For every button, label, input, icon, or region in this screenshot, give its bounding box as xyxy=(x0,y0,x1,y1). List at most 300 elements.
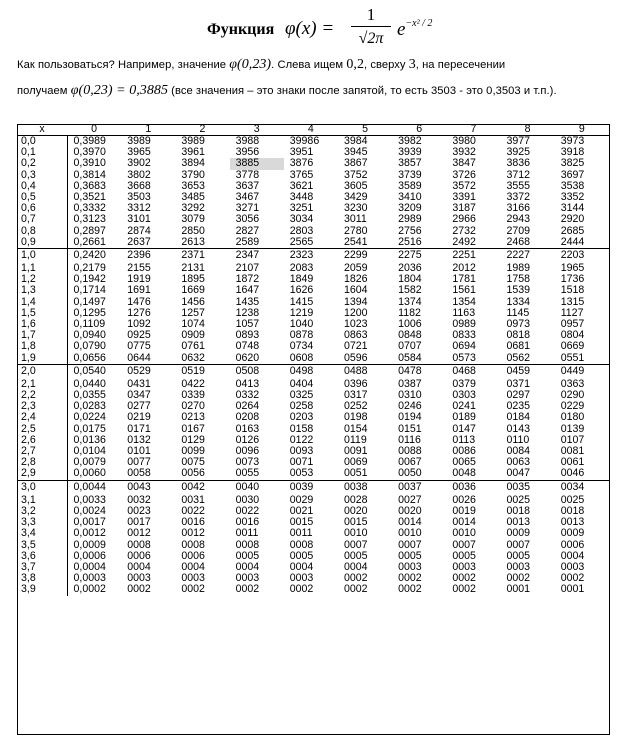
table-cell: 0006 xyxy=(127,549,151,562)
table-cell: 0707 xyxy=(398,340,422,353)
table-row xyxy=(17,364,609,379)
table-cell: 3925 xyxy=(506,146,531,159)
table-cell: 0015 xyxy=(289,516,314,529)
table-cell: 0022 xyxy=(181,504,205,517)
table-cell: 0046 xyxy=(560,467,585,480)
table-cell: 0016 xyxy=(235,516,260,529)
table-cell: 0038 xyxy=(338,480,392,495)
table-cell: 3572 xyxy=(452,179,476,192)
row-x-value: 2,2 xyxy=(17,390,67,401)
table-cell: 0,0060 xyxy=(73,467,106,480)
table-cell: 0,3814 xyxy=(73,168,106,181)
table-cell: 3876 xyxy=(289,157,314,170)
table-cell: 0028 xyxy=(343,493,368,506)
table-cell: 0,0790 xyxy=(73,340,106,353)
table-cell: 0014 xyxy=(398,516,422,529)
table-cell: 0010 xyxy=(398,527,422,540)
table-cell: 0005 xyxy=(235,549,260,562)
table-cell: 0297 xyxy=(506,389,531,402)
table-cell: 3802 xyxy=(127,168,151,181)
table-cell: 0025 xyxy=(560,493,585,506)
table-cell: 3857 xyxy=(398,157,422,170)
table-cell: 0277 xyxy=(127,400,151,413)
table-cell: 1647 xyxy=(235,284,260,297)
table-cell: 0180 xyxy=(560,411,585,424)
table-cell: 0158 xyxy=(289,422,314,435)
table-cell: 0332 xyxy=(235,389,260,402)
table-cell: 1219 xyxy=(289,306,314,319)
table-cell: 0026 xyxy=(452,493,476,506)
table-cell: 1781 xyxy=(452,273,476,286)
table-cell: 0449 xyxy=(555,364,609,379)
table-cell: 2036 xyxy=(398,262,422,275)
table-cell: 1849 xyxy=(289,273,314,286)
table-cell: 0002 xyxy=(506,572,531,585)
table-cell: 0,0104 xyxy=(73,445,106,458)
table-cell: 3989 xyxy=(181,135,205,147)
table-cell: 3982 xyxy=(398,135,422,147)
exp-base: e xyxy=(397,19,406,40)
table-cell: 1758 xyxy=(506,273,531,286)
table-cell: 0023 xyxy=(127,504,151,517)
table-cell: 0055 xyxy=(235,467,260,480)
row-x-value: 1,8 xyxy=(17,341,67,352)
table-cell: 0339 xyxy=(181,389,205,402)
table-cell: 0017 xyxy=(127,516,151,529)
table-cell: 3467 xyxy=(235,191,260,204)
table-cell: 3391 xyxy=(452,191,476,204)
table-cell: 1057 xyxy=(235,318,260,331)
row-x-value: 3,5 xyxy=(17,540,67,551)
table-cell: 2541 xyxy=(343,235,368,248)
table-cell: 3653 xyxy=(181,179,205,192)
table-cell: 0989 xyxy=(452,318,476,331)
table-cell: 3056 xyxy=(235,213,260,226)
table-cell: 3352 xyxy=(560,191,585,204)
table-cell: 0002 xyxy=(452,583,476,596)
table-cell: 0317 xyxy=(343,389,368,402)
table-cell: 0508 xyxy=(230,364,284,379)
table-cell: 0050 xyxy=(398,467,422,480)
row-x-value: 3,2 xyxy=(17,506,67,517)
table-cell: 1626 xyxy=(289,284,314,297)
table-cell: 0113 xyxy=(452,433,476,446)
table-cell: 0003 xyxy=(560,560,585,573)
table-cell: 0,0136 xyxy=(73,433,106,446)
table-cell: 0,2179 xyxy=(73,262,106,275)
row-x-value: 0,9 xyxy=(17,237,67,249)
row-x-value: 0,4 xyxy=(17,181,67,192)
table-cell: 1561 xyxy=(452,284,476,297)
table-cell: 0863 xyxy=(343,329,368,342)
table-cell: 1200 xyxy=(343,306,368,319)
table-cell: 0004 xyxy=(343,560,368,573)
table-row xyxy=(17,341,609,352)
table-cell: 3697 xyxy=(560,168,585,181)
table-cell: 0002 xyxy=(343,583,368,596)
table-cell: 0029 xyxy=(289,493,314,506)
row-x-value: 1,1 xyxy=(17,263,67,274)
table-cell: 0387 xyxy=(398,377,422,390)
table-cell: 0,1497 xyxy=(73,295,106,308)
table-cell: 2850 xyxy=(181,224,205,237)
table-cell: 0020 xyxy=(398,504,422,517)
table-cell: 2083 xyxy=(289,262,314,275)
table-cell: 0010 xyxy=(452,527,476,540)
usage-text: , на пересечении xyxy=(415,59,506,71)
table-cell: 0804 xyxy=(560,329,585,342)
table-cell: 0003 xyxy=(235,572,260,585)
table-cell: 3271 xyxy=(235,202,260,215)
table-cell: 0099 xyxy=(181,445,205,458)
table-cell: 2920 xyxy=(560,213,585,226)
table-cell: 2155 xyxy=(127,262,151,275)
table-cell: 0021 xyxy=(289,504,314,517)
table-cell: 0011 xyxy=(235,527,259,540)
table-cell: 0073 xyxy=(235,456,260,469)
table-cell: 3965 xyxy=(127,146,151,159)
row-x-value: 2,4 xyxy=(17,412,67,423)
table-cell: 0,1714 xyxy=(73,284,106,297)
table-cell: 0004 xyxy=(235,560,260,573)
table-cell: 3011 xyxy=(343,213,367,226)
table-cell: 0310 xyxy=(398,389,422,402)
table-cell: 2251 xyxy=(446,249,500,264)
table-cell: 0047 xyxy=(506,467,531,480)
table-cell: 0022 xyxy=(235,504,260,517)
table-cell: 0,2661 xyxy=(73,235,106,248)
usage-result: φ(0,23) = 0,3885 xyxy=(70,83,169,98)
formula-numerator: 1 xyxy=(366,5,376,24)
table-cell: 1518 xyxy=(560,284,585,297)
table-row xyxy=(17,528,609,539)
table-cell: 1145 xyxy=(506,306,530,319)
table-cell: 1456 xyxy=(181,295,205,308)
table-cell: 1238 xyxy=(235,306,260,319)
table-cell: 1092 xyxy=(127,318,151,331)
table-cell: 3555 xyxy=(506,179,531,192)
row-x-value: 1,0 xyxy=(17,249,67,264)
phi-values-table xyxy=(17,124,609,596)
table-cell: 2396 xyxy=(121,249,175,264)
row-x-value: 3,8 xyxy=(17,573,67,584)
table-cell: 0139 xyxy=(560,422,585,435)
table-cell: 0,0079 xyxy=(73,456,106,469)
table-cell: 1895 xyxy=(181,273,205,286)
usage-line-1 xyxy=(17,57,505,73)
table-cell: 0529 xyxy=(121,364,175,379)
table-cell: 0006 xyxy=(560,538,585,551)
table-cell: 1006 xyxy=(398,318,422,331)
table-cell: 0056 xyxy=(181,467,205,480)
table-cell: 0,0024 xyxy=(73,504,106,517)
table-cell: 2613 xyxy=(181,235,205,248)
table-cell: 0,3989 xyxy=(73,135,106,147)
table-cell: 0086 xyxy=(452,445,476,458)
row-x-value: 2,6 xyxy=(17,435,67,446)
table-cell: 0031 xyxy=(181,493,205,506)
table-cell: 3984 xyxy=(343,135,368,147)
table-cell: 1415 xyxy=(289,295,314,308)
table-cell: 0005 xyxy=(289,549,314,562)
table-cell: 3945 xyxy=(343,146,368,159)
table-row xyxy=(17,237,609,249)
table-row xyxy=(17,584,609,595)
table-cell: 0241 xyxy=(452,400,476,413)
table-cell: 0002 xyxy=(398,583,422,596)
table-cell: 2756 xyxy=(398,224,422,237)
table-row xyxy=(17,480,609,495)
table-cell: 0032 xyxy=(127,493,151,506)
table-cell: 0404 xyxy=(289,377,314,390)
table-cell: 3429 xyxy=(343,191,368,204)
table-cell: 3932 xyxy=(452,146,476,159)
row-x-value: 3,0 xyxy=(17,480,67,495)
table-cell: 2444 xyxy=(560,235,585,248)
row-x-value: 2,0 xyxy=(17,364,67,379)
table-cell: 0081 xyxy=(560,445,585,458)
table-cell: 1582 xyxy=(398,284,422,297)
table-cell: 0030 xyxy=(235,493,260,506)
table-cell: 0632 xyxy=(181,351,205,364)
table-cell: 0035 xyxy=(501,480,555,495)
row-x-value: 3,4 xyxy=(17,528,67,539)
table-cell: 3739 xyxy=(398,168,422,181)
table-cell: 0001 xyxy=(560,583,585,596)
table-row xyxy=(17,468,609,480)
table-cell: 0422 xyxy=(181,377,205,390)
table-cell: 0734 xyxy=(289,340,314,353)
table-cell: 0126 xyxy=(235,433,260,446)
table-cell: 0002 xyxy=(398,572,422,585)
column-header: 9 xyxy=(555,124,609,136)
table-cell: 0004 xyxy=(127,560,151,573)
table-cell: 3372 xyxy=(506,191,531,204)
table-cell: 0004 xyxy=(181,560,205,573)
table-cell: 0075 xyxy=(181,456,205,469)
table-cell: 0091 xyxy=(343,445,368,458)
table-cell: 1163 xyxy=(452,306,476,319)
table-cell: 0004 xyxy=(289,560,314,573)
row-x-value: 1,3 xyxy=(17,285,67,296)
table-cell: 3637 xyxy=(235,179,260,192)
table-cell: 3251 xyxy=(289,202,314,215)
row-x-value: 0,1 xyxy=(17,147,67,158)
table-row xyxy=(17,285,609,296)
table-cell: 3778 xyxy=(235,168,260,181)
table-cell: 0007 xyxy=(452,538,476,551)
table-cell: 3951 xyxy=(289,146,314,159)
table-cell: 2492 xyxy=(452,235,476,248)
table-cell: 3503 xyxy=(127,191,151,204)
table-cell: 3209 xyxy=(398,202,422,215)
table-cell: 0063 xyxy=(506,456,531,469)
table-cell: 0007 xyxy=(506,538,531,551)
table-cell: 0013 xyxy=(506,516,531,529)
row-x-value: 0,0 xyxy=(17,136,67,148)
table-cell: 1989 xyxy=(506,262,531,275)
row-x-value: 2,8 xyxy=(17,457,67,468)
table-cell: 1965 xyxy=(560,262,585,275)
table-cell: 0833 xyxy=(452,329,476,342)
table-cell: 0143 xyxy=(506,422,531,435)
table-cell: 2966 xyxy=(452,213,476,226)
column-header: 6 xyxy=(392,124,446,136)
row-x-value: 0,2 xyxy=(17,158,67,169)
table-cell: 0002 xyxy=(127,583,151,596)
table-cell: 0,3970 xyxy=(73,146,106,159)
usage-text: Как пользоваться? Например, значение xyxy=(17,59,230,71)
table-cell: 0018 xyxy=(506,504,531,517)
row-x-value: 3,6 xyxy=(17,551,67,562)
table-cell: 0775 xyxy=(127,340,151,353)
column-header: 2 xyxy=(175,124,229,136)
formula-fraction xyxy=(351,6,391,49)
table-cell: 0551 xyxy=(560,351,585,364)
table-cell: 0002 xyxy=(452,572,476,585)
table-cell: 0431 xyxy=(127,377,151,390)
table-cell: 1257 xyxy=(181,306,205,319)
table-cell: 0,2897 xyxy=(73,224,106,237)
table-cell: 0,0017 xyxy=(73,516,106,529)
table-cell: 3867 xyxy=(343,157,368,170)
table-cell: 0235 xyxy=(506,400,531,413)
table-cell: 1074 xyxy=(181,318,205,331)
table-cell: 3790 xyxy=(181,168,205,181)
table-cell: 0058 xyxy=(127,467,151,480)
table-cell: 0203 xyxy=(289,411,314,424)
table-cell: 1919 xyxy=(127,273,151,286)
row-x-value: 2,1 xyxy=(17,379,67,390)
table-cell: 3726 xyxy=(452,168,476,181)
table-cell: 0004 xyxy=(560,549,585,562)
table-cell: 0002 xyxy=(289,583,314,596)
table-cell: 0018 xyxy=(560,504,585,517)
table-cell: 1435 xyxy=(235,295,260,308)
table-cell: 0010 xyxy=(343,527,368,540)
row-x-value: 2,9 xyxy=(17,468,67,480)
table-cell: 0042 xyxy=(175,480,229,495)
table-cell: 0252 xyxy=(343,400,368,413)
column-header: 0 xyxy=(67,124,121,136)
table-cell: 1604 xyxy=(343,284,368,297)
table-cell: 2780 xyxy=(343,224,368,237)
table-cell: 0562 xyxy=(506,351,531,364)
table-cell: 0107 xyxy=(560,433,585,446)
column-header: 4 xyxy=(284,124,338,136)
table-cell: 2347 xyxy=(230,249,284,264)
table-cell: 2565 xyxy=(289,235,314,248)
table-cell: 0478 xyxy=(392,364,446,379)
row-x-value: 0,3 xyxy=(17,170,67,181)
table-cell: 0,0012 xyxy=(73,527,106,540)
table-cell: 0002 xyxy=(560,572,585,585)
row-x-value: 2,5 xyxy=(17,424,67,435)
table-cell: 3973 xyxy=(560,135,585,147)
table-cell: 0163 xyxy=(235,422,260,435)
table-cell: 1040 xyxy=(289,318,314,331)
row-x-value: 1,5 xyxy=(17,308,67,319)
table-cell: 0051 xyxy=(343,467,368,480)
column-header: 8 xyxy=(501,124,555,136)
table-cell: 0002 xyxy=(181,583,205,596)
row-x-value: 3,1 xyxy=(17,495,67,506)
table-cell: 2012 xyxy=(452,262,476,275)
table-cell: 0290 xyxy=(560,389,585,402)
table-cell: 0008 xyxy=(181,538,205,551)
table-cell: 3980 xyxy=(452,135,476,147)
table-cell: 0519 xyxy=(175,364,229,379)
row-x-value: 2,3 xyxy=(17,401,67,412)
table-cell: 0194 xyxy=(398,411,422,424)
table-cell: 0878 xyxy=(289,329,314,342)
table-cell: 2468 xyxy=(506,235,531,248)
table-cell: 0061 xyxy=(560,456,585,469)
table-cell: 3977 xyxy=(506,135,531,147)
table-cell: 0067 xyxy=(398,456,422,469)
table-cell: 0027 xyxy=(398,493,422,506)
table-cell: 0270 xyxy=(181,400,205,413)
column-header: 5 xyxy=(338,124,392,136)
table-cell: 2059 xyxy=(343,262,368,275)
table-cell: 0043 xyxy=(121,480,175,495)
table-cell: 0,1295 xyxy=(73,306,106,319)
column-header: 7 xyxy=(446,124,500,136)
table-cell: 0396 xyxy=(343,377,368,390)
table-cell: 1315 xyxy=(560,295,585,308)
table-cell: 3589 xyxy=(398,179,422,192)
table-cell: 0,3123 xyxy=(73,213,106,226)
table-cell: 0229 xyxy=(560,400,585,413)
table-cell: 2131 xyxy=(181,262,205,275)
formula-exponential xyxy=(397,18,432,41)
table-cell: 1354 xyxy=(452,295,476,308)
table-cell: 0003 xyxy=(398,560,422,573)
column-header: 3 xyxy=(230,124,284,136)
table-cell: 3765 xyxy=(289,168,314,181)
table-cell: 3312 xyxy=(127,202,151,215)
table-cell: 0005 xyxy=(398,549,422,562)
table-cell: 0,0009 xyxy=(73,538,106,551)
table-cell: 0088 xyxy=(398,445,422,458)
table-cell: 0,0002 xyxy=(73,583,106,596)
table-cell: 0014 xyxy=(452,516,476,529)
usage-example-phi: φ(0,23) xyxy=(229,57,272,72)
table-cell: 0669 xyxy=(560,340,585,353)
table-cell: 1394 xyxy=(343,295,368,308)
table-cell: 3292 xyxy=(181,202,205,215)
table-cell: 0459 xyxy=(501,364,555,379)
table-cell: 2203 xyxy=(555,249,609,264)
table-cell: 0002 xyxy=(235,583,260,596)
table-cell: 1736 xyxy=(560,273,585,286)
table-cell: 1669 xyxy=(181,284,205,297)
table-cell: 0003 xyxy=(127,572,151,585)
table-cell: 1539 xyxy=(506,284,531,297)
table-cell: 0,0004 xyxy=(73,560,106,573)
table-cell: 0848 xyxy=(398,329,422,342)
table-cell: 0371 xyxy=(506,377,531,390)
usage-col-value: 3 xyxy=(408,57,416,72)
table-cell: 0681 xyxy=(506,340,531,353)
table-cell: 0005 xyxy=(506,549,531,562)
table-cell: 0013 xyxy=(560,516,585,529)
table-cell: 0034 xyxy=(555,480,609,495)
table-cell: 3034 xyxy=(289,213,314,226)
table-cell: 0003 xyxy=(181,572,205,585)
table-cell: 0748 xyxy=(235,340,260,353)
table-cell: 0020 xyxy=(343,504,368,517)
